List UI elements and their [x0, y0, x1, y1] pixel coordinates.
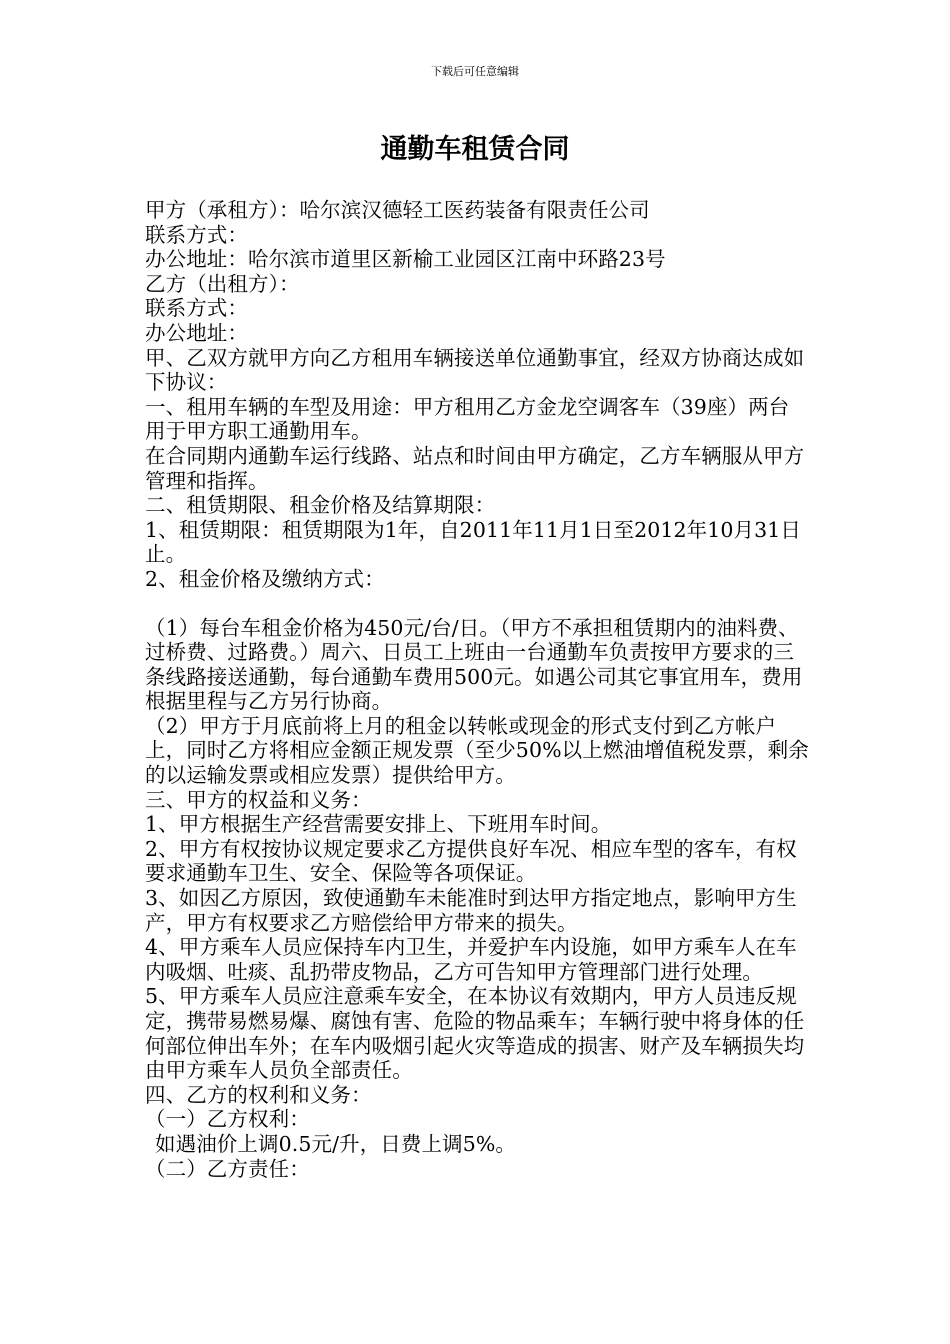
section-2-item-2: （2）甲方于月底前将上月的租金以转帐或现金的形式支付到乙方帐户上，同时乙方将相应金额正规发票（至少50%以上燃油增值税发票，剩余的以运输发票或相应发票）提供给甲方。	[145, 713, 809, 788]
section-2-item-1: （1）每台车租金价格为450元/台/日。（甲方不承担租赁期内的油料费、过桥费、过路费。）周六、日员工上班由一台通勤车负责按甲方要求的三条线路接送通勤，每台通勤车费用500元。如遇公司其它事宜用车，费用根据里程与乙方另行协商。	[145, 615, 803, 714]
blank-line	[145, 592, 809, 616]
document-title: 通勤车租赁合同	[380, 134, 570, 165]
section-2-term: 1、租赁期限：租赁期限为1年，自2011年11月1日至2012年10月31日止。	[145, 517, 802, 567]
section-3-item-3: 3、如因乙方原因，致使通勤车未能准时到达甲方指定地点，影响甲方生产，甲方有权要求乙方赔偿给甲方带来的损失。	[145, 886, 797, 935]
section-3-item-4: 4、甲方乘车人员应保持车内卫生，并爱护车内设施，如甲方乘车人在车内吸烟、吐痰、乱扔带皮物品，乙方可告知甲方管理部门进行处理。	[145, 935, 797, 984]
party-a-contact: 联系方式：	[145, 222, 248, 247]
section-3-item-1: 1、甲方根据生产经营需要安排上、下班用车时间。	[145, 812, 612, 837]
party-a-name: 甲方（承租方）：哈尔滨汉德轻工医药装备有限责任公司	[145, 198, 650, 222]
section-4-rights-item: 如遇油价上调0.5元/升，日费上调5%。	[155, 1131, 517, 1156]
section-4-rights-heading: （一）乙方权利：	[145, 1107, 310, 1132]
party-a-address: 办公地址：哈尔滨市道里区新榆工业园区江南中环路23号	[145, 247, 666, 272]
section-3-item-5: 5、甲方乘车人员应注意乘车安全，在本协议有效期内，甲方人员违反规定，携带易燃易爆、腐蚀有害、危险的物品乘车；车辆行驶中将身体的任何部位伸出车外；在车内吸烟引起火灾等造成的损害、财产及车辆损失均由甲方乘车人员负全部责任。	[145, 984, 805, 1083]
header-note: 下载后可任意编辑	[431, 65, 519, 78]
party-b-address: 办公地址：	[145, 320, 248, 345]
party-b-contact: 联系方式：	[145, 296, 248, 321]
section-3-heading: 三、甲方的权益和义务：	[145, 787, 372, 812]
section-4-duties-heading: （二）乙方责任：	[145, 1156, 310, 1181]
section-3-item-2: 2、甲方有权按协议规定要求乙方提供良好车况、相应车型的客车，有权要求通勤车卫生、安全、保险等各项保证。	[145, 836, 797, 886]
document-body	[145, 198, 809, 1181]
section-1-route: 在合同期内通勤车运行线路、站点和时间由甲方确定，乙方车辆服从甲方管理和指挥。	[145, 443, 805, 493]
preamble: 甲、乙双方就甲方向乙方租用车辆接送单位通勤事宜，经双方协商达成如下协议：	[145, 345, 805, 395]
section-1-vehicle: 一、租用车辆的车型及用途：甲方租用乙方金龙空调客车（39座）两台用于甲方职工通勤用车。	[145, 394, 790, 444]
section-2-payment-heading: 2、租金价格及缴纳方式：	[145, 566, 385, 591]
party-b-name: 乙方（出租方）：	[145, 271, 300, 296]
section-2-heading: 二、租赁期限、租金价格及结算期限：	[145, 493, 496, 518]
section-4-heading: 四、乙方的权利和义务：	[145, 1082, 372, 1107]
